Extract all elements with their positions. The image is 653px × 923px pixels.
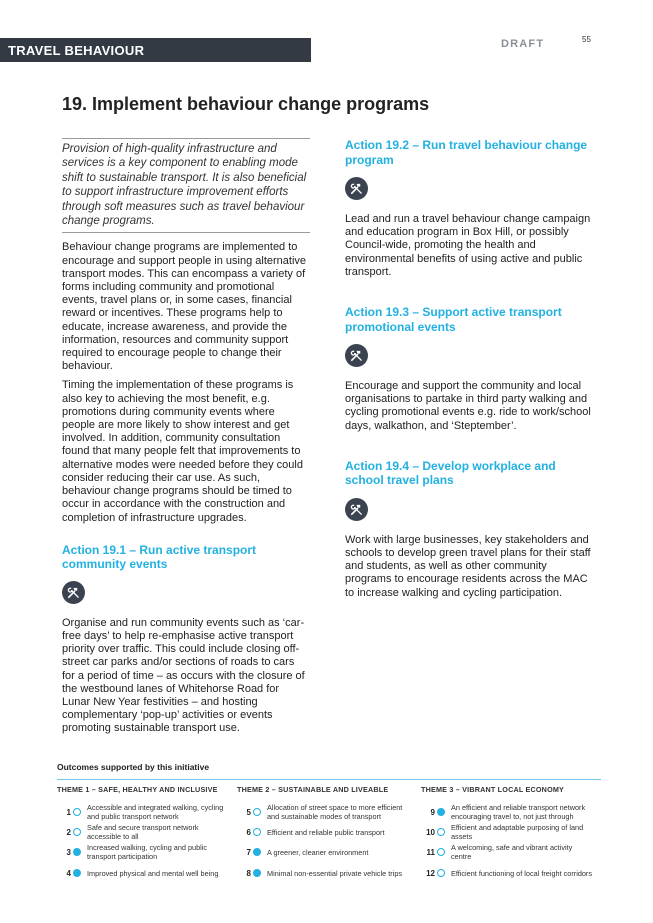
- filled-circle-icon: [253, 848, 261, 856]
- right-column: [345, 138, 595, 600]
- outcome-text: Efficient functioning of local freight corridors: [451, 868, 593, 878]
- action-19-4-heading: Action 19.4 – Develop workplace and school travel plans: [345, 458, 556, 488]
- outcome-item: [57, 801, 229, 823]
- filled-circle-icon: [73, 848, 81, 856]
- outcome-item: [57, 821, 229, 843]
- filled-circle-icon: [253, 869, 261, 877]
- outcome-number: 5: [246, 807, 251, 817]
- filled-circle-icon: [437, 808, 445, 816]
- outcome-number: 11: [426, 847, 435, 857]
- outcome-number: 7: [246, 847, 251, 857]
- theme-2-heading: THEME 2 – SUSTAINABLE AND LIVEABLE: [237, 785, 389, 794]
- outcome-item: [237, 841, 409, 863]
- outcome-item: [237, 821, 409, 843]
- outcome-number: 10: [426, 827, 435, 837]
- outcome-number: 9: [430, 807, 435, 817]
- empty-circle-icon: [437, 848, 445, 856]
- outcome-item: [237, 801, 409, 823]
- action-19-1-text: Organise and run community events such as ‘car-free days’ to help re-emphasise active transport priority over traffic. This could include closing off-street car parks and/or sections of roads to cars for a period of time – as occurs with the closure of the westbound lanes of Whitehorse Road for Lunar New Year festivities – and hosting complementary ‘pop-up’ activities or events promoting sustainable transport use.: [62, 616, 305, 735]
- outcome-item: [421, 821, 593, 843]
- outcome-item: [57, 862, 229, 884]
- outcome-text: Allocation of street space to more efficient and sustainable modes of transport: [267, 803, 403, 821]
- action-19-2-heading: Action 19.2 – Run travel behaviour change program: [345, 138, 588, 167]
- outcomes-divider: [57, 779, 601, 780]
- outcome-item: [421, 801, 593, 823]
- action-19-3-text: Encourage and support the community and local organisations to partake in third party walking and cycling promotional events e.g. ride to work/school days, walkathon, and ‘Steptember’.: [345, 380, 591, 432]
- outcome-item: [57, 841, 229, 863]
- page-number: 55: [582, 35, 591, 44]
- outcome-number: 6: [246, 827, 251, 837]
- empty-circle-icon: [437, 869, 445, 877]
- outcome-text: Efficient and adaptable purposing of land assets: [451, 823, 584, 841]
- outcome-item: [421, 862, 593, 884]
- outcome-number: 2: [66, 827, 71, 837]
- outcome-number: 8: [246, 868, 251, 878]
- outcomes-title: Outcomes supported by this initiative: [57, 762, 210, 772]
- empty-circle-icon: [73, 808, 81, 816]
- empty-circle-icon: [73, 828, 81, 836]
- outcome-text: An efficient and reliable transport network encouraging travel to, not just through: [451, 803, 586, 821]
- outcome-number: 12: [426, 868, 435, 878]
- outcome-text: Increased walking, cycling and public transport participation: [87, 843, 208, 861]
- outcome-text: Safe and secure transport network accessible to all: [87, 823, 199, 841]
- hammer-wrench-icon: [345, 344, 368, 367]
- theme-1-heading: THEME 1 – SAFE, HEALTHY AND INCLUSIVE: [57, 785, 218, 794]
- outcome-text: Efficient and reliable public transport: [267, 827, 385, 837]
- filled-circle-icon: [73, 869, 81, 877]
- draft-label: DRAFT: [501, 38, 545, 50]
- body-paragraph-1: Behaviour change programs are implemented to encourage and support people in using alternative transport modes. This can encompass a variety of forms including community and promotional events, travel plans or, in some cases, financial reward or incentives. These programs help to educate, increase awareness, and provide the information, resources and community support required to encourage people to change their behaviour.: [62, 241, 307, 373]
- section-banner: TRAVEL BEHAVIOUR: [0, 38, 311, 62]
- outcome-number: 3: [66, 847, 71, 857]
- empty-circle-icon: [253, 828, 261, 836]
- outcome-text: A greener, cleaner environment: [267, 847, 369, 857]
- action-19-2-text: Lead and run a travel behaviour change campaign and education program in Box Hill, or possibly Council-wide, promoting the health and environmental benefits of using active and public transport.: [345, 213, 591, 278]
- action-19-3-heading: Action 19.3 – Support active transport promotional events: [345, 305, 562, 334]
- left-column: [62, 138, 310, 736]
- empty-circle-icon: [253, 808, 261, 816]
- body-paragraph-2: Timing the implementation of these programs is also key to achieving the most benefit, e.g. promotions during community events where people are more likely to show interest and get involved. In addition, community consultation found that many people felt that improvements to alternative modes were needed before they could consider reducing their car use. As such, behaviour change programs should be timed to occur in accordance with the construction and completion of infrastructure upgrades.: [62, 379, 303, 524]
- page-title: 19. Implement behaviour change programs: [62, 94, 430, 114]
- action-19-4-text: Work with large businesses, key stakeholders and schools to develop green travel plans for their staff and students, as well as other community programs to encourage residents across the MAC to increase walking and cycling participation.: [345, 533, 591, 599]
- intro-quote: Provision of high-quality infrastructure and services is a key component to enabling mode shift to sustainable transport. It is also beneficial to support infrastructure improvement efforts through soft measures such as travel behaviour change programs.: [62, 138, 310, 233]
- outcome-text: Improved physical and mental well being: [87, 868, 219, 878]
- hammer-wrench-icon: [62, 581, 85, 604]
- outcome-text: A welcoming, safe and vibrant activity centre: [451, 843, 573, 861]
- theme-3-heading: THEME 3 – VIBRANT LOCAL ECONOMY: [421, 785, 565, 794]
- outcome-item: [237, 862, 409, 884]
- outcome-number: 1: [66, 807, 71, 817]
- outcome-text: Accessible and integrated walking, cycling and public transport network: [87, 803, 224, 821]
- action-19-1-heading: Action 19.1 – Run active transport community events: [62, 542, 257, 572]
- hammer-wrench-icon: [345, 177, 368, 200]
- outcome-item: [421, 841, 593, 863]
- empty-circle-icon: [437, 828, 445, 836]
- outcome-number: 4: [66, 868, 71, 878]
- outcome-text: Minimal non-essential private vehicle trips: [267, 868, 403, 878]
- hammer-wrench-icon: [345, 498, 368, 521]
